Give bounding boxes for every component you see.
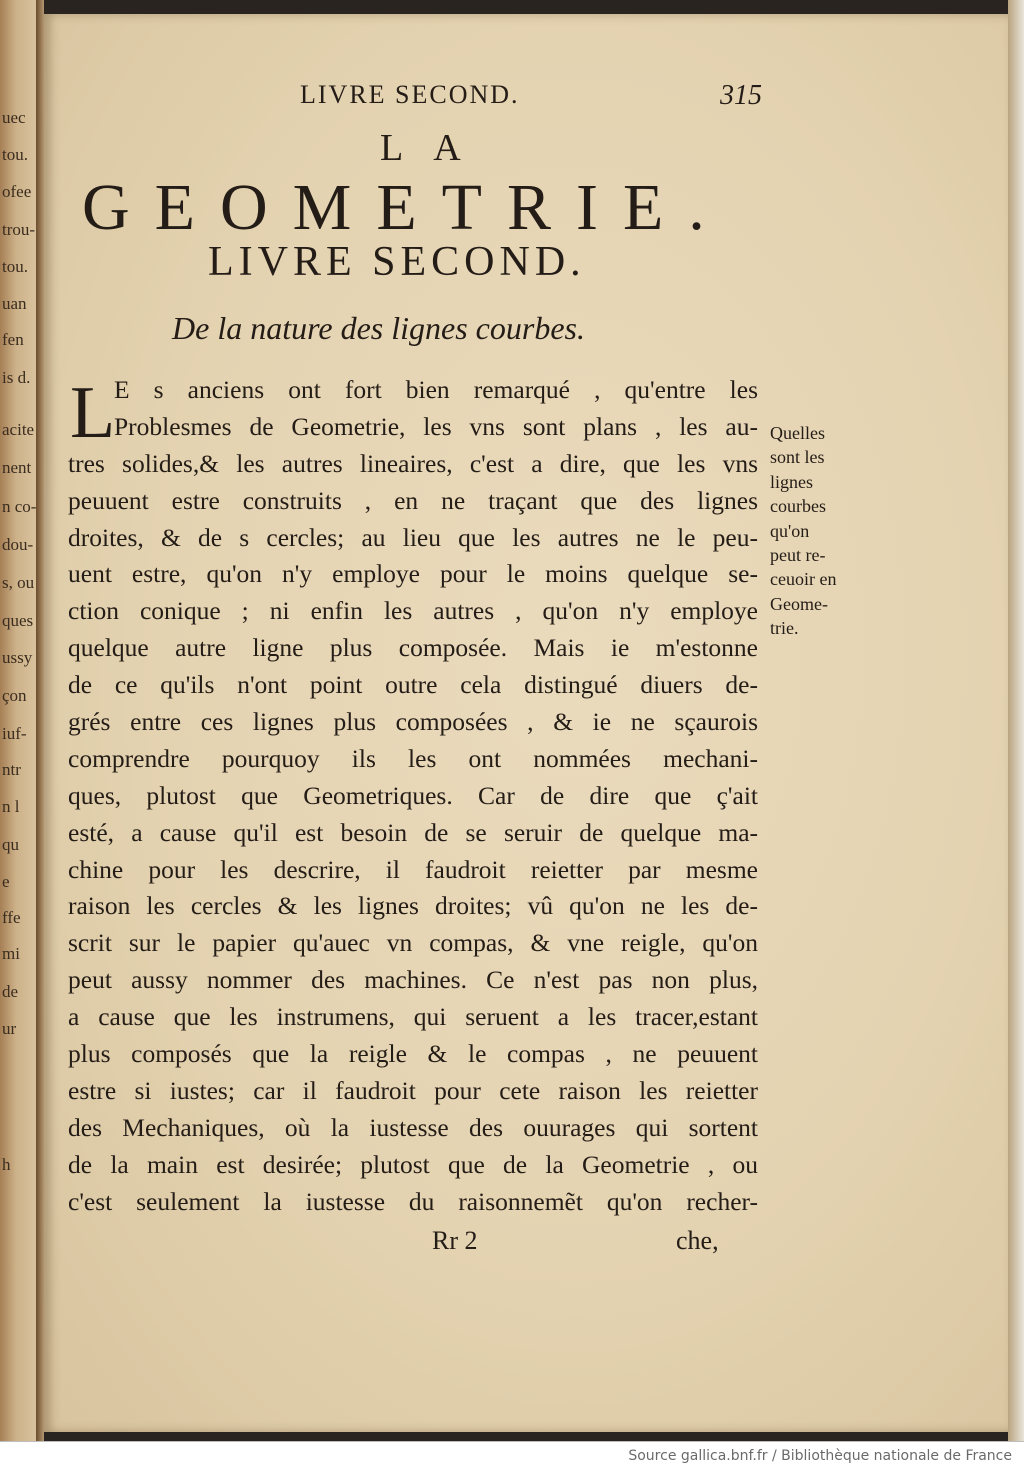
text-line: des Mechaniques, où la iustesse des ouurages qui sortent xyxy=(68,1112,758,1142)
text-line: chine pour les descrire, il faudroit reietter par mesme xyxy=(68,854,758,884)
page-number: 315 xyxy=(720,80,762,111)
text-line: raison les cercles & les lignes droites; vû qu'on ne les de- xyxy=(68,891,758,921)
text-line: comprendre pourquoy ils les ont nommées mechani- xyxy=(68,743,758,773)
previous-page-fragment: ussy xyxy=(2,648,33,667)
text-line: E s anciens ont fort bien remarqué , qu'entre les xyxy=(114,375,758,404)
previous-page-fragment: ffe xyxy=(2,908,21,927)
book-title: GEOMETRIE. xyxy=(82,171,730,244)
previous-page-fragment: h xyxy=(2,1155,11,1174)
previous-page-fragment: e xyxy=(2,872,10,891)
margin-note-line: lignes xyxy=(770,471,813,492)
title-article: LA xyxy=(380,127,491,169)
previous-page-fragment: ntr xyxy=(2,760,21,779)
text-line: peuuent estre construits , en ne traçant que des lignes xyxy=(68,485,758,515)
previous-page-fragment: ofee xyxy=(2,182,32,201)
text-line: peut aussy nommer des machines. Ce n'est pas non plus, xyxy=(68,965,758,995)
previous-page-fragment: trou- xyxy=(2,220,36,239)
text-line: ques, plutost que Geometriques. Car de dire que ç'ait xyxy=(68,780,758,810)
running-head-title: LIVRE SECOND. xyxy=(300,80,520,109)
signature-mark: Rr 2 xyxy=(432,1226,478,1255)
previous-page-fragment: tou. xyxy=(2,145,28,164)
text-line: quelque autre ligne plus composée. Mais ie m'estonne xyxy=(68,633,758,663)
margin-note xyxy=(770,421,870,641)
text-line: droites, & de s cercles; au lieu que les autres ne le peu- xyxy=(68,522,758,552)
previous-page-fragment: fen xyxy=(2,330,24,349)
margin-note-line: Geome- xyxy=(770,593,828,614)
text-line: tres solides,& les autres lineaires, c'est a dire, que les vns xyxy=(68,448,758,478)
text-line: de ce qu'ils n'ont point outre cela distingué diuers de- xyxy=(68,670,758,700)
text-line: a cause que les instrumens, qui seruent a les tracer,estant xyxy=(68,1002,758,1032)
margin-note-line: Quelles xyxy=(770,423,825,443)
text-line: c'est seulement la iustesse du raisonnemẽt qu'on recher- xyxy=(68,1186,758,1216)
previous-page-fragment: is d. xyxy=(2,368,31,387)
previous-page-fragment: de xyxy=(2,982,19,1001)
text-line: plus composés que la reigle & le compas , ne peuuent xyxy=(68,1039,758,1069)
catchword: che, xyxy=(676,1226,719,1255)
page-right-edge xyxy=(1008,0,1024,1441)
text-line: de la main est desirée; plutost que de la Geometrie , ou xyxy=(68,1149,758,1179)
previous-page-fragment: n l xyxy=(2,797,20,816)
text-line: uent estre, qu'on n'y employe pour le moins quelque se- xyxy=(68,559,758,589)
previous-page-edge xyxy=(0,0,36,1441)
source-footer xyxy=(0,1441,1024,1472)
text-line: scrit sur le papier qu'auec vn compas, & vne reigle, qu'on xyxy=(68,928,758,958)
previous-page-fragment: iuf- xyxy=(2,724,27,743)
previous-page-fragment: tou. xyxy=(2,257,28,276)
book-subtitle: LIVRE SECOND. xyxy=(208,239,586,285)
previous-page-fragment: mi xyxy=(2,944,20,963)
text-line: grés entre ces lignes plus composées , & ie ne sçaurois xyxy=(68,707,758,737)
margin-note-line: courbes xyxy=(770,496,826,517)
previous-page-fragment: çon xyxy=(2,686,27,705)
text-line: estre si iustes; car il faudroit pour cete raison les reietter xyxy=(68,1075,758,1105)
text-line: ction conique ; ni enfin les autres , qu'on n'y employe xyxy=(68,596,758,626)
previous-page-fragment: uan xyxy=(2,294,27,313)
previous-page-fragment: s, ou xyxy=(2,573,35,592)
book-spine xyxy=(36,0,44,1441)
drop-cap: L xyxy=(70,372,116,454)
margin-note-line: trie. xyxy=(770,618,799,639)
previous-page-fragment: ur xyxy=(2,1019,17,1038)
previous-page-fragment: n co- xyxy=(2,497,36,516)
previous-page-fragment: uec xyxy=(2,108,26,127)
body-text xyxy=(68,372,758,1220)
previous-page-fragment: acite xyxy=(2,420,35,439)
previous-page-fragment: qu xyxy=(2,835,19,854)
margin-note-line: sont les xyxy=(770,447,825,468)
margin-note-line: ceuoir en xyxy=(770,569,837,590)
text-line: Problesmes de Geometrie, les vns sont plans , les au- xyxy=(114,411,758,441)
margin-note-line: peut re- xyxy=(770,545,826,566)
text-line: esté, a cause qu'il est besoin de se seruir de quelque ma- xyxy=(68,817,758,847)
source-credit: Source gallica.bnf.fr / Bibliothèque nationale de France xyxy=(628,1448,1012,1464)
margin-note-line: qu'on xyxy=(770,520,810,541)
previous-page-fragment: dou- xyxy=(2,535,34,554)
previous-page-fragment: ques xyxy=(2,611,34,630)
section-heading: De la nature des lignes courbes. xyxy=(172,310,585,346)
previous-page-fragment: nent xyxy=(2,458,32,477)
